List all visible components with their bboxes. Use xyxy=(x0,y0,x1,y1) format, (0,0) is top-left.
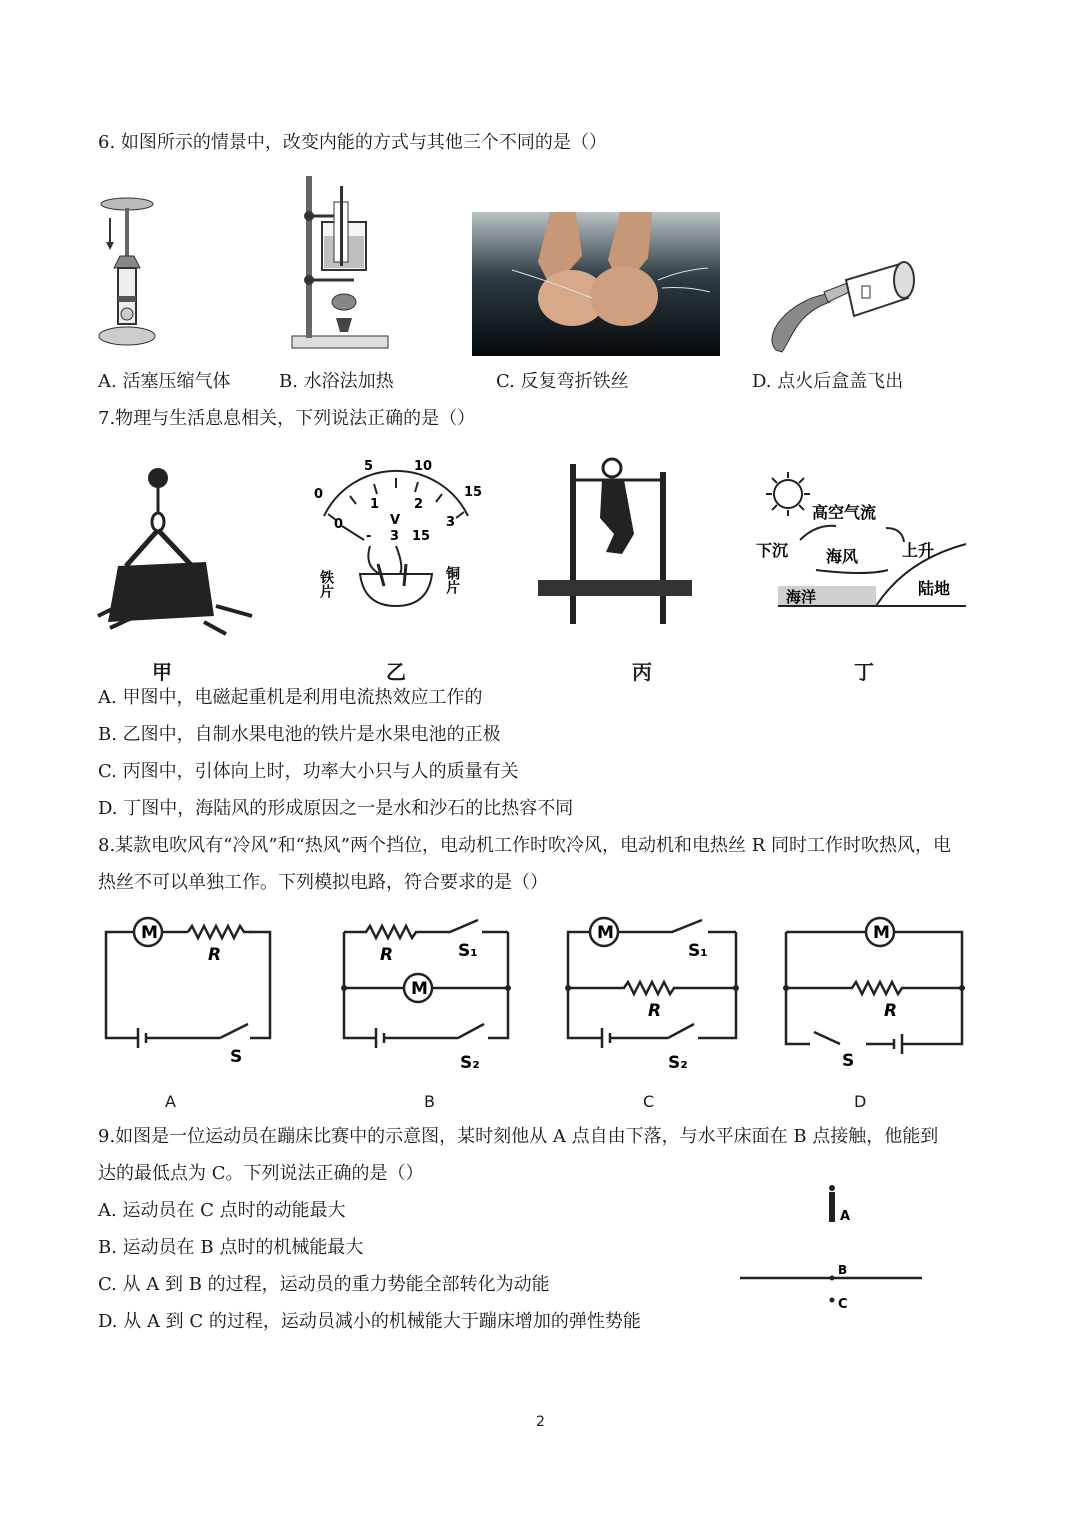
meter-top-tick-3: 15 xyxy=(464,485,483,500)
q6-figure-water-bath xyxy=(288,172,392,352)
meter-unit: V xyxy=(390,513,401,528)
circuit-d-resistor-label: R xyxy=(884,1001,898,1021)
q8-stem-line2: 热丝不可以单独工作。下列模拟电路，符合要求的是（） xyxy=(98,872,548,893)
circuit-c-motor-label: M xyxy=(597,923,614,943)
q7-stem: 7.物理与生活息息相关，下列说法正确的是（） xyxy=(98,408,476,429)
meter-top-tick-0: 0 xyxy=(314,487,324,502)
circuit-a-resistor-label: R xyxy=(208,945,222,965)
circuit-b-switch2-label: S₂ xyxy=(460,1053,480,1073)
q8-circuit-label-d: D xyxy=(854,1092,867,1111)
circuit-c-switch2-label: S₂ xyxy=(668,1053,688,1073)
q8-circuit-d xyxy=(782,912,968,1076)
wind-upper-label: 高空气流 xyxy=(812,503,877,522)
wind-sink-label: 下沉 xyxy=(756,541,789,560)
q7-figure-crane xyxy=(96,466,256,636)
plate-right-label: 铜片 xyxy=(444,566,460,594)
plate-left-label: 铁片 xyxy=(318,570,334,598)
circuit-c-switch1-label: S₁ xyxy=(688,941,708,961)
q7-caption-ding: 丁 xyxy=(854,660,874,684)
q6-option-c[interactable]: C. 反复弯折铁丝 xyxy=(496,371,629,392)
q7-caption-bing: 丙 xyxy=(632,660,652,684)
wind-sea-label: 海洋 xyxy=(786,588,817,606)
meter-bottom-tick-2: 2 xyxy=(414,497,424,512)
q8-circuit-label-c: C xyxy=(643,1092,655,1111)
circuit-a-motor-label: M xyxy=(141,923,158,943)
q8-stem-line1: 8.某款电吹风有“冷风”和“热风”两个挡位，电动机工作时吹冷风，电动机和电热丝 R 同时工作时吹热风，电 xyxy=(98,835,951,856)
q9-stem-line1: 9.如图是一位运动员在蹦床比赛中的示意图，某时刻他从 A 点自由下落，与水平床面在 B 点接触，他能到 xyxy=(98,1126,939,1147)
q7-caption-yi: 乙 xyxy=(386,660,406,684)
q9-figure-trampoline xyxy=(736,1184,928,1314)
q9-option-c[interactable]: C. 从 A 到 B 的过程，运动员的重力势能全部转化为动能 xyxy=(98,1274,550,1295)
meter-bottom-tick-0: 0 xyxy=(334,517,344,532)
circuit-b-motor-label: M xyxy=(411,979,428,999)
q6-figure-bending-wire xyxy=(472,212,720,356)
page-number: 2 xyxy=(536,1414,545,1430)
q9-option-b[interactable]: B. 运动员在 B 点时的机械能最大 xyxy=(98,1237,364,1258)
circuit-d-motor-label: M xyxy=(873,923,890,943)
q6-figure-piston xyxy=(96,196,158,352)
q9-stem-line2: 达的最低点为 C。下列说法正确的是（） xyxy=(98,1163,424,1184)
circuit-b-resistor-label: R xyxy=(380,945,394,965)
meter-bottom-tick-3: 3 xyxy=(446,515,456,530)
q8-circuit-c xyxy=(562,912,742,1076)
q7-caption-jia: 甲 xyxy=(152,660,172,684)
meter-bottom-tick-1: 1 xyxy=(370,497,380,512)
q6-option-a[interactable]: A. 活塞压缩气体 xyxy=(98,371,231,392)
circuit-d-switch-label: S xyxy=(842,1051,855,1071)
wind-rise-label: 上升 xyxy=(902,541,935,560)
meter-terminal-15: 15 xyxy=(412,529,431,544)
point-b-label: B xyxy=(838,1263,848,1277)
q6-option-b[interactable]: B. 水浴法加热 xyxy=(279,371,394,392)
q8-circuit-a xyxy=(100,912,276,1068)
q6-figure-spark-box xyxy=(766,258,924,354)
q8-circuit-label-b: B xyxy=(424,1092,435,1111)
point-c-label: C xyxy=(838,1297,848,1312)
meter-terminal-neg: - xyxy=(366,529,372,544)
q7-option-a[interactable]: A. 甲图中，电磁起重机是利用电流热效应工作的 xyxy=(98,687,483,708)
q7-option-c[interactable]: C. 丙图中，引体向上时，功率大小只与人的质量有关 xyxy=(98,761,519,782)
q8-circuit-label-a: A xyxy=(165,1092,176,1111)
circuit-c-resistor-label: R xyxy=(648,1001,662,1021)
q6-stem: 6. 如图所示的情景中，改变内能的方式与其他三个不同的是（） xyxy=(98,132,607,153)
q7-figure-sea-breeze xyxy=(756,470,972,620)
circuit-a-switch-label: S xyxy=(230,1047,243,1067)
point-a-label: A xyxy=(840,1209,851,1224)
wind-land-label: 陆地 xyxy=(918,579,951,598)
q8-circuit-b xyxy=(338,912,514,1076)
circuit-b-switch1-label: S₁ xyxy=(458,941,478,961)
meter-top-tick-2: 10 xyxy=(414,459,433,474)
q7-figure-pull-up xyxy=(536,458,692,628)
q7-option-d[interactable]: D. 丁图中，海陆风的形成原因之一是水和沙石的比热容不同 xyxy=(98,798,574,819)
q7-option-b[interactable]: B. 乙图中，自制水果电池的铁片是水果电池的正极 xyxy=(98,724,501,745)
q9-option-a[interactable]: A. 运动员在 C 点时的动能最大 xyxy=(98,1200,346,1221)
q7-figure-fruit-battery xyxy=(304,456,484,606)
wind-sea-wind-label: 海风 xyxy=(826,547,859,566)
meter-terminal-3: 3 xyxy=(390,529,400,544)
q6-option-d[interactable]: D. 点火后盒盖飞出 xyxy=(752,371,904,392)
meter-top-tick-1: 5 xyxy=(364,459,374,474)
q9-option-d[interactable]: D. 从 A 到 C 的过程，运动员减小的机械能大于蹦床增加的弹性势能 xyxy=(98,1311,641,1332)
